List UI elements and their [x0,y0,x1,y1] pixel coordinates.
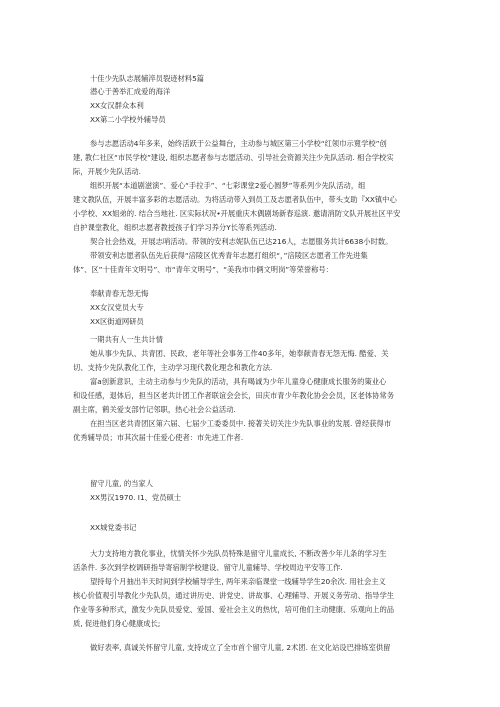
paragraph-line: 和设任感，退体后，担当区老共计团工作者联谊会会长，田庆市青少年教化协会会员，区老体协常务 [73,391,395,400]
document-title: 十佳少先队志展辅淬员裂迹材料5篇 [90,74,205,83]
paragraph-line: 副主席，鹤关爱支部竹记邻职，热心社会公益活动. [73,405,236,414]
paragraph-line: 际，开展少先队活动. [73,167,141,176]
section-heading: XX女汉党员大专 [90,303,144,312]
paragraph-line: 自护课堂教化，组织志愿者教授孩子们学习养分Y长等系列活动. [73,223,277,232]
section-heading: XX区街道网研员 [90,317,144,326]
paragraph-line: 小学校、XX姐弟的. 结合当地社. 区实际状况•开展重庆木偶剧场新春巡演. 邀请消防文队开展社区平安 [73,209,401,218]
paragraph-line: 优秀辅导员；市其次届十佳爱心使者：市先进工作者. [73,433,244,442]
section-heading: XX男汉1970. I1、党员硕士 [90,493,182,502]
paragraph-line: 建文教队伍，开展丰富多彩的志愿活动。为将活动带入到员工及志愿者队伍中，带头支助『XX镇中心 [73,195,397,204]
paragraph-line: 富a创新意识，主动主动参与少先队的活动，具有喝诚为少年儿童身心健康成长服务的策业心 [90,377,387,386]
author-school-line: XX第二小学校外辅导员 [90,115,166,124]
paragraph-line: 参与志愿活动4年多来，始终活跃于公益舞台，主动参与城区第三小学校“红领巾示寬学校”创 [90,139,387,148]
section-heading: XX城党委书记 [90,523,137,532]
paragraph-line: 契合社会热戏，开展志哨活动。带领的安利志妮队伍已达216人，志愿服务共计6638小时数。 [90,237,393,246]
paragraph-line: 活条件. 多次到学校调研指导寄宿制学校建设、留守儿童辅导、学校周边平安等工作. [73,563,343,572]
paragraph-line: 带领安利志愿者队伍先后获得“涪陵区优秀青年志愿打组织“，”涪陵区志愿者工作先进集 [90,251,368,260]
paragraph-line: 一期共有人一生共计情 [90,335,163,344]
section-heading: 奉献青春无怨无悔 [90,289,149,298]
author-name-line: XX女汉群众本利 [90,101,144,110]
section-heading: 留守儿童, 的当家人 [90,479,154,488]
paragraph-line: 核心价值观引导教化少先队员，通过讲历史、讲党史、讲故事、心理辅导、开展义务劳动、指导学生 [73,591,395,600]
paragraph-line: 作业等多种形式，激发少先队员爱党、爱国、爱社会主义的热忱，培可他们主动健康、乐观向上的品 [73,605,395,614]
paragraph-line: 望持每个月抽出半天时间到学校辅导学生, 两年来亲临课堂一线辅导学生20余次. 用社会主义 [90,577,386,586]
paragraph-line: 体”、区”十佳青年文明号”、市“青年文明号”、“美我市巾俩文明岗”等荣誉称号： [73,265,333,274]
paragraph-line: 建, 教仁社区“市民学校”建设, 组织志愿者参与志愿活动、引导社会资源关注少先队活动. 相合学校实 [73,153,394,162]
paragraph-line: 她从事少先队、共青团、民政、老年等社会事务工作40多年，她奉献青春无怨无悔. 酷爱、关 [90,349,389,358]
paragraph-line: 质, 促进他们身心健康成长; [73,619,161,628]
paragraph-line: 在担当区老共青团区第六届、七届少工委委员中. 接著关切关注少先队事业的发展. 曾经获得市 [90,419,392,428]
paragraph-line: 切、支持少先队教化工作，主动学习现代教化理念和教化方法. [73,363,273,372]
paragraph-line: 做好表率, 真诚关怀留守儿童, 支持成立了全市首个留守儿童, 2术团. 在文化站设巴排练室供留 [90,643,391,652]
document-subtitle: 潜心于善举汇成爱的海洋 [90,87,171,96]
paragraph-line: 组织开展“本道剧滋演”、爱心“手拉手”、“七彩课堂2爱心圆梦”等系列少先队活动，组 [90,181,366,190]
paragraph-line: 大力支持地方教化事业，忧情关怀少先队员特殊是留守儿童成长, 不断改善少年儿条的学习生 [90,549,387,558]
